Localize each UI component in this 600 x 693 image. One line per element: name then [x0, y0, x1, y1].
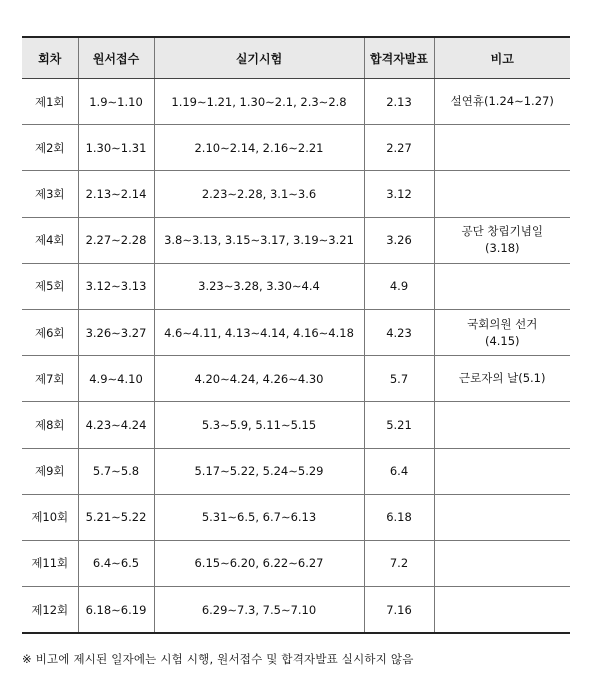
- result-cell: 5.7: [364, 356, 434, 402]
- note-line: 설연휴(1.24∼1.27): [450, 94, 554, 109]
- result-cell: 3.26: [364, 217, 434, 263]
- header-result: 합격자발표: [364, 37, 434, 79]
- footnote: ※ 비고에 제시된 일자에는 시험 시행, 원서접수 및 합격자발표 실시하지 않음: [22, 652, 414, 666]
- result-cell: 4.9: [364, 263, 434, 309]
- apply-cell: 3.12∼3.13: [78, 263, 154, 309]
- exam-cell: 1.19∼1.21, 1.30∼2.1, 2.3∼2.8: [154, 79, 364, 125]
- note-cell: [434, 79, 570, 125]
- apply-cell: 2.13∼2.14: [78, 171, 154, 217]
- exam-cell: 5.31∼6.5, 6.7∼6.13: [154, 494, 364, 540]
- result-cell: 2.27: [364, 125, 434, 171]
- table-body: [22, 79, 570, 634]
- exam-cell: 2.23∼2.28, 3.1∼3.6: [154, 171, 364, 217]
- table-row: [22, 540, 570, 586]
- apply-cell: 5.7∼5.8: [78, 448, 154, 494]
- apply-cell: 4.9∼4.10: [78, 356, 154, 402]
- note-cell: [434, 356, 570, 402]
- round-cell: 제12회: [22, 587, 78, 634]
- note-line: (3.18): [484, 241, 520, 256]
- header-note: 비고: [434, 37, 570, 79]
- result-cell: 4.23: [364, 309, 434, 355]
- note-cell: [434, 402, 570, 448]
- note-cell: [434, 309, 570, 355]
- result-cell: 3.12: [364, 171, 434, 217]
- note-cell: [434, 540, 570, 586]
- exam-schedule-table: [22, 36, 570, 634]
- note-cell: [434, 217, 570, 263]
- round-cell: 제6회: [22, 309, 78, 355]
- exam-cell: 4.6∼4.11, 4.13∼4.14, 4.16∼4.18: [154, 309, 364, 355]
- round-cell: 제11회: [22, 540, 78, 586]
- result-cell: 7.16: [364, 587, 434, 634]
- exam-cell: 5.3∼5.9, 5.11∼5.15: [154, 402, 364, 448]
- exam-cell: 3.8∼3.13, 3.15∼3.17, 3.19∼3.21: [154, 217, 364, 263]
- apply-cell: 2.27∼2.28: [78, 217, 154, 263]
- header-apply: 원서접수: [78, 37, 154, 79]
- round-cell: 제4회: [22, 217, 78, 263]
- exam-cell: 4.20∼4.24, 4.26∼4.30: [154, 356, 364, 402]
- apply-cell: 1.30∼1.31: [78, 125, 154, 171]
- exam-cell: 6.29∼7.3, 7.5∼7.10: [154, 587, 364, 634]
- note-line: 공단 창립기념일: [461, 224, 543, 239]
- result-cell: 2.13: [364, 79, 434, 125]
- round-cell: 제2회: [22, 125, 78, 171]
- round-cell: 제8회: [22, 402, 78, 448]
- apply-cell: 6.18∼6.19: [78, 587, 154, 634]
- table-row: [22, 402, 570, 448]
- note-cell: [434, 448, 570, 494]
- note-cell: [434, 263, 570, 309]
- header-exam: 실기시험: [154, 37, 364, 79]
- table-row: [22, 217, 570, 263]
- table-row: [22, 587, 570, 634]
- round-cell: 제1회: [22, 79, 78, 125]
- note-cell: [434, 125, 570, 171]
- note-line: (4.15): [484, 333, 520, 348]
- table-row: [22, 356, 570, 402]
- result-cell: 7.2: [364, 540, 434, 586]
- round-cell: 제5회: [22, 263, 78, 309]
- round-cell: 제9회: [22, 448, 78, 494]
- table-row: [22, 263, 570, 309]
- apply-cell: 1.9∼1.10: [78, 79, 154, 125]
- round-cell: 제3회: [22, 171, 78, 217]
- apply-cell: 3.26∼3.27: [78, 309, 154, 355]
- header-round: 회차: [22, 37, 78, 79]
- table-row: [22, 79, 570, 125]
- table-row: [22, 494, 570, 540]
- result-cell: 6.4: [364, 448, 434, 494]
- table-row: [22, 171, 570, 217]
- apply-cell: 6.4∼6.5: [78, 540, 154, 586]
- note-cell: [434, 171, 570, 217]
- round-cell: 제10회: [22, 494, 78, 540]
- apply-cell: 5.21∼5.22: [78, 494, 154, 540]
- exam-cell: 6.15∼6.20, 6.22∼6.27: [154, 540, 364, 586]
- exam-cell: 3.23∼3.28, 3.30∼4.4: [154, 263, 364, 309]
- table-row: [22, 125, 570, 171]
- result-cell: 5.21: [364, 402, 434, 448]
- apply-cell: 4.23∼4.24: [78, 402, 154, 448]
- table-row: [22, 309, 570, 355]
- note-cell: [434, 494, 570, 540]
- result-cell: 6.18: [364, 494, 434, 540]
- exam-cell: 2.10∼2.14, 2.16∼2.21: [154, 125, 364, 171]
- table-row: [22, 448, 570, 494]
- note-line: 국회의원 선거: [467, 316, 538, 331]
- schedule-table-container: [22, 36, 570, 634]
- exam-cell: 5.17∼5.22, 5.24∼5.29: [154, 448, 364, 494]
- table-header-row: [22, 37, 570, 79]
- note-cell: [434, 587, 570, 634]
- note-line: 근로자의 날(5.1): [459, 371, 546, 386]
- round-cell: 제7회: [22, 356, 78, 402]
